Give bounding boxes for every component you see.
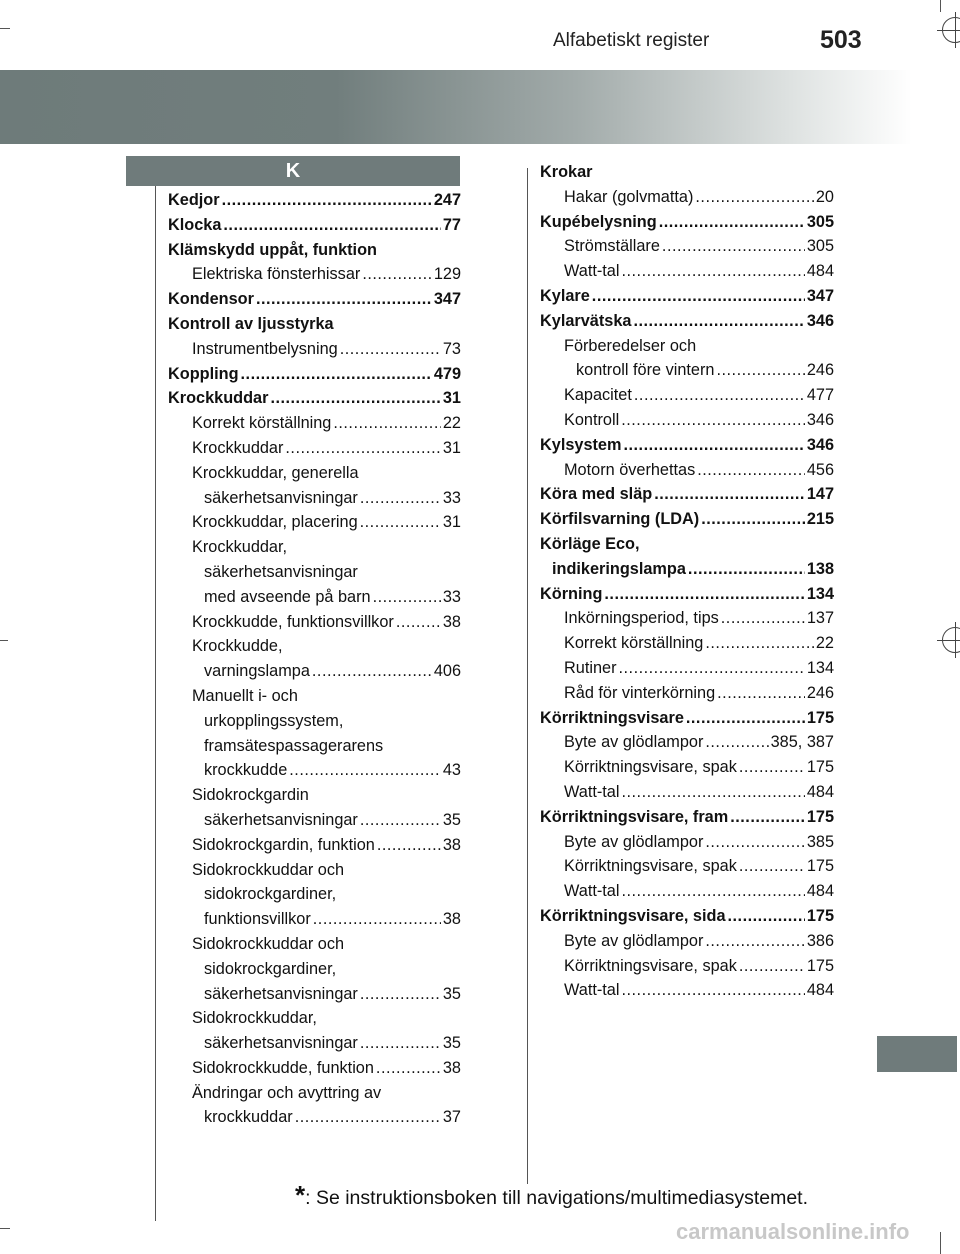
index-entry-page: 305: [806, 237, 834, 256]
index-entry-page: 38: [442, 910, 461, 929]
index-entry: [168, 1105, 461, 1130]
index-entry-page: 347: [433, 290, 461, 309]
index-entry-page: 246: [806, 361, 834, 380]
leader-dots: [376, 1056, 441, 1081]
index-entry-text: Byte av glödlampor: [564, 832, 704, 851]
index-entry-text: indikeringslampa: [552, 559, 686, 578]
leader-dots: [241, 362, 432, 387]
index-entry-text: Krockkuddar,: [192, 538, 288, 557]
leader-dots: [621, 408, 805, 433]
index-entry-text: Watt-tal: [564, 262, 620, 281]
index-entry-page: 484: [806, 262, 834, 281]
index-entry-page: 175: [806, 906, 834, 925]
index-entry-page: 35: [442, 1034, 461, 1053]
index-entry: [168, 808, 461, 833]
left-column-rule: [155, 186, 156, 1221]
index-entry: [168, 957, 461, 982]
index-entry-page: 484: [806, 882, 834, 901]
index-entry: [168, 411, 461, 436]
leader-dots: [333, 411, 441, 436]
index-entry-page: 43: [442, 761, 461, 780]
leader-dots: [697, 458, 805, 483]
index-entry-page: 138: [806, 559, 834, 578]
index-entry-text: Sidokrockkuddar och: [192, 860, 345, 879]
leader-dots: [313, 907, 441, 932]
index-entry-text: Instrumentbelysning: [192, 339, 338, 358]
index-entry-page: 385: [806, 832, 834, 851]
leader-dots: [360, 486, 441, 511]
leader-dots: [695, 185, 813, 210]
index-entry-text: Kapacitet: [564, 386, 632, 405]
page-header-title: Alfabetiskt register: [553, 30, 710, 51]
footnote: [295, 1180, 808, 1211]
index-entry-page: 346: [806, 410, 834, 429]
index-entry-page: 35: [442, 810, 461, 829]
leader-dots: [360, 510, 441, 535]
index-entry-text: framsätespassagerarens: [204, 736, 384, 755]
index-entry: [168, 312, 461, 337]
index-entry-page: 38: [442, 835, 461, 854]
index-entry: [168, 386, 461, 411]
index-entry: [540, 854, 834, 879]
index-entry: [540, 730, 834, 755]
index-entry-page: 38: [442, 1058, 461, 1077]
index-entry-text: Kondensor: [168, 290, 254, 309]
index-entry-page: 479: [433, 364, 461, 383]
index-entry-text: Sidokrockkuddar och: [192, 934, 345, 953]
section-letter: K: [285, 159, 301, 182]
header-band: [0, 70, 960, 144]
index-entry-text: Klocka: [168, 215, 222, 234]
index-entry: [168, 585, 461, 610]
leader-dots: [373, 585, 441, 610]
index-entry: [540, 780, 834, 805]
crop-mark-top-right: [940, 0, 941, 12]
index-entry: [168, 610, 461, 635]
leader-dots: [739, 854, 805, 879]
index-entry: [168, 734, 461, 759]
footnote-text: : Se instruktionsboken till navigations/multimediasystemet.: [305, 1187, 809, 1209]
index-entry-page: 385, 387: [770, 733, 834, 752]
index-entry: [168, 213, 461, 238]
leader-dots: [621, 978, 804, 1003]
index-entry-page: 484: [806, 981, 834, 1000]
index-entry: [540, 433, 834, 458]
leader-dots: [360, 808, 441, 833]
index-entry-text: Sidokrockkudde, funktion: [192, 1058, 374, 1077]
index-entry-text: Förberedelser och: [564, 336, 697, 355]
index-entry: [168, 659, 461, 684]
index-entry-text: Krockkuddar: [168, 389, 269, 408]
index-entry-text: Kylsystem: [540, 435, 622, 454]
index-entry-page: 456: [806, 460, 834, 479]
index-entry-text: funktionsvillkor: [204, 910, 311, 929]
index-entry: [540, 830, 834, 855]
leader-dots: [705, 730, 768, 755]
index-entry-text: krockkudde: [204, 761, 288, 780]
index-entry: [540, 358, 834, 383]
page-number: 503: [820, 26, 862, 54]
index-entry-page: 33: [442, 488, 461, 507]
index-entry-text: Strömställare: [564, 237, 660, 256]
index-entry-text: Körfilsvarning (LDA): [540, 510, 700, 529]
leader-dots: [654, 482, 805, 507]
leader-dots: [270, 386, 440, 411]
index-entry-page: 346: [806, 311, 834, 330]
index-entry-text: Byte av glödlampor: [564, 733, 704, 752]
index-entry-text: Körriktningsvisare, spak: [564, 758, 737, 777]
index-entry: [540, 954, 834, 979]
leader-dots: [686, 706, 805, 731]
index-entry-text: Watt-tal: [564, 882, 620, 901]
index-entry-page: 134: [806, 658, 834, 677]
index-entry-text: Hakar (golvmatta): [564, 187, 694, 206]
leader-dots: [621, 879, 804, 904]
index-entry-text: Sidokrockgardin, funktion: [192, 835, 375, 854]
leader-dots: [728, 904, 805, 929]
index-entry-text: säkerhetsanvisningar: [204, 810, 358, 829]
leader-dots: [739, 954, 805, 979]
index-entry: [540, 706, 834, 731]
crop-mark-top-left: [0, 28, 10, 29]
crop-mark-bottom-right: [940, 1232, 941, 1254]
index-entry: [540, 458, 834, 483]
index-entry: [540, 234, 834, 259]
leader-dots: [285, 436, 440, 461]
index-entry-page: 31: [442, 389, 461, 408]
index-entry: [540, 210, 834, 235]
index-entry-page: 406: [433, 662, 461, 681]
index-entry-text: säkerhetsanvisningar: [204, 984, 358, 1003]
index-entry: [168, 436, 461, 461]
index-entry-text: Kedjor: [168, 191, 220, 209]
leader-dots: [621, 780, 804, 805]
index-entry-text: Manuellt i- och: [192, 686, 298, 705]
leader-dots: [662, 234, 805, 259]
index-entry: [168, 932, 461, 957]
index-entry-text: Kontroll av ljusstyrka: [168, 314, 334, 333]
registration-mark-mid-right: [942, 627, 960, 653]
index-entry-page: 346: [806, 435, 834, 454]
leader-dots: [604, 582, 804, 607]
index-entry: [540, 929, 834, 954]
index-entry-text: Elektriska fönsterhissar: [192, 265, 361, 284]
index-entry: [168, 337, 461, 362]
index-entry-text: Motorn överhettas: [564, 460, 696, 479]
index-entry-text: Kontroll: [564, 410, 620, 429]
index-entry-page: 386: [806, 931, 834, 950]
leader-dots: [223, 213, 440, 238]
index-entry-text: Sidokrockgardin: [192, 786, 309, 805]
footnote-marker: *: [295, 1180, 306, 1210]
index-entry: [168, 560, 461, 585]
index-entry: [168, 535, 461, 560]
index-entry: [168, 833, 461, 858]
index-entry: [168, 1056, 461, 1081]
index-entry-text: urkopplingssystem,: [204, 711, 344, 730]
index-entry: [540, 978, 834, 1003]
leader-dots: [222, 188, 432, 213]
index-entry: [168, 684, 461, 709]
index-entry: [540, 805, 834, 830]
index-entry-text: Sidokrockkuddar,: [192, 1009, 317, 1028]
index-entry-page: 31: [442, 513, 461, 532]
index-entry: [168, 1006, 461, 1031]
index-entry: [540, 160, 834, 185]
index-entry-page: 77: [442, 215, 461, 234]
index-entry-text: säkerhetsanvisningar: [204, 1034, 358, 1053]
index-entry-page: 305: [806, 212, 834, 231]
index-entry-text: Körläge Eco,: [540, 534, 640, 553]
leader-dots: [730, 805, 805, 830]
section-letter-tab: [126, 156, 460, 186]
watermark: carmanualsonline.info: [676, 1219, 910, 1244]
index-entry-text: Kupébelysning: [540, 212, 657, 231]
index-entry-text: Watt-tal: [564, 782, 620, 801]
index-entry: [540, 185, 834, 210]
index-entry-page: 175: [806, 956, 834, 975]
index-entry-text: Krockkudde, funktionsvillkor: [192, 612, 394, 631]
index-entry-page: 147: [806, 485, 834, 504]
index-entry: [168, 238, 461, 263]
index-entry: [540, 408, 834, 433]
index-entry-page: 20: [815, 187, 834, 206]
index-entry-text: Byte av glödlampor: [564, 931, 704, 950]
index-entry-text: Krockkuddar, generella: [192, 463, 359, 482]
index-entry-page: 484: [806, 782, 834, 801]
index-entry: [540, 681, 834, 706]
index-entry-page: 175: [806, 807, 834, 826]
index-entry-text: Kylare: [540, 286, 590, 305]
leader-dots: [705, 830, 804, 855]
index-entry-text: Watt-tal: [564, 981, 620, 1000]
index-entry-page: 37: [442, 1108, 461, 1127]
index-entry: [168, 783, 461, 808]
chapter-thumb-tab: [877, 1036, 957, 1072]
index-entry: [540, 532, 834, 557]
index-entry: [540, 631, 834, 656]
leader-dots: [705, 631, 814, 656]
index-entry-text: säkerhetsanvisningar: [204, 488, 358, 507]
index-entry-text: Klämskydd uppåt, funktion: [168, 240, 377, 259]
index-entry: [540, 582, 834, 607]
index-entry-text: med avseende på barn: [204, 587, 371, 606]
index-entry-page: 247: [433, 191, 461, 209]
index-entry-text: Ändringar och avyttring av: [192, 1083, 382, 1102]
leader-dots: [360, 982, 441, 1007]
index-entry-text: Råd för vinterkörning: [564, 683, 716, 702]
index-entry-page: 134: [806, 584, 834, 603]
index-entry-page: 347: [806, 286, 834, 305]
leader-dots: [717, 681, 805, 706]
index-entry: [540, 755, 834, 780]
index-entry: [168, 1081, 461, 1106]
index-entry-text: kontroll före vintern: [576, 361, 715, 380]
index-entry-page: 175: [806, 857, 834, 876]
index-entry-text: Kylarvätska: [540, 311, 632, 330]
leader-dots: [705, 929, 804, 954]
leader-dots: [396, 610, 441, 635]
index-entry-page: 35: [442, 984, 461, 1003]
index-entry-page: 129: [433, 265, 461, 284]
leader-dots: [659, 210, 805, 235]
index-entry: [540, 482, 834, 507]
index-entry-text: Koppling: [168, 364, 239, 383]
leader-dots: [619, 656, 805, 681]
leader-dots: [688, 557, 805, 582]
leader-dots: [256, 287, 432, 312]
leader-dots: [633, 309, 804, 334]
registration-mark-top-right: [942, 17, 960, 43]
leader-dots: [623, 433, 804, 458]
leader-dots: [739, 755, 805, 780]
index-entry: [168, 188, 461, 213]
index-entry-text: Krockkudde,: [192, 637, 283, 656]
index-entry: [540, 606, 834, 631]
index-entry-text: Körriktningsvisare, sida: [540, 906, 726, 925]
crop-mark-bottom-left: [0, 1228, 10, 1229]
index-entry-text: Körriktningsvisare: [540, 708, 684, 727]
leader-dots: [634, 383, 805, 408]
index-entry-text: Krockkuddar, placering: [192, 513, 358, 532]
index-entry: [168, 287, 461, 312]
index-entry-page: 22: [815, 634, 834, 653]
index-entry-text: Körning: [540, 584, 603, 603]
leader-dots: [360, 1031, 441, 1056]
crop-mark-mid-left: [0, 640, 8, 641]
index-entry: [540, 284, 834, 309]
index-entry: [540, 557, 834, 582]
index-entry: [168, 510, 461, 535]
index-entry-page: 215: [806, 510, 834, 529]
index-entry-text: Körriktningsvisare, spak: [564, 956, 737, 975]
index-entry: [168, 262, 461, 287]
leader-dots: [621, 259, 804, 284]
index-entry-page: 175: [806, 758, 834, 777]
index-entry: [540, 507, 834, 532]
index-entry-page: 22: [442, 414, 461, 433]
index-entry-text: sidokrockgardiner,: [204, 959, 337, 978]
index-entry-text: Krockkuddar: [192, 438, 284, 457]
leader-dots: [721, 606, 805, 631]
leader-dots: [289, 758, 441, 783]
leader-dots: [701, 507, 805, 532]
index-entry: [168, 362, 461, 387]
index-entry: [540, 656, 834, 681]
column-divider: [527, 168, 528, 1184]
index-entry: [540, 334, 834, 359]
index-entry-text: Köra med släp: [540, 485, 653, 504]
index-entry-text: Korrekt körställning: [192, 414, 332, 433]
index-entry: [168, 1031, 461, 1056]
index-column-left: [168, 188, 461, 1130]
index-entry: [540, 309, 834, 334]
index-entry: [168, 982, 461, 1007]
index-entry-page: 246: [806, 683, 834, 702]
index-entry-page: 31: [442, 438, 461, 457]
index-entry-text: Korrekt körställning: [564, 634, 704, 653]
index-entry: [540, 259, 834, 284]
index-entry-page: 73: [442, 339, 461, 358]
index-entry-text: Körriktningsvisare, fram: [540, 807, 729, 826]
index-entry: [540, 879, 834, 904]
index-entry: [168, 634, 461, 659]
leader-dots: [340, 337, 441, 362]
index-entry-text: sidokrockgardiner,: [204, 885, 337, 904]
index-entry: [168, 907, 461, 932]
index-entry-page: 175: [806, 708, 834, 727]
index-column-right: [540, 160, 834, 1003]
index-entry: [168, 758, 461, 783]
leader-dots: [362, 262, 432, 287]
index-entry-text: krockkuddar: [204, 1108, 293, 1127]
index-entry: [540, 383, 834, 408]
index-entry-page: 137: [806, 609, 834, 628]
index-entry: [168, 461, 461, 486]
index-entry: [168, 709, 461, 734]
index-entry-text: Körriktningsvisare, spak: [564, 857, 737, 876]
index-entry-text: Krokar: [540, 163, 593, 181]
leader-dots: [295, 1105, 441, 1130]
index-entry: [168, 882, 461, 907]
leader-dots: [312, 659, 432, 684]
leader-dots: [377, 833, 441, 858]
index-entry-page: 477: [806, 386, 834, 405]
index-entry-text: säkerhetsanvisningar: [204, 562, 358, 581]
index-entry: [540, 904, 834, 929]
index-entry: [168, 486, 461, 511]
leader-dots: [716, 358, 804, 383]
index-entry: [168, 858, 461, 883]
index-entry-text: varningslampa: [204, 662, 310, 681]
index-entry-text: Rutiner: [564, 658, 617, 677]
index-entry-page: 38: [442, 612, 461, 631]
leader-dots: [592, 284, 805, 309]
index-entry-text: Inkörningsperiod, tips: [564, 609, 719, 628]
index-entry-page: 33: [442, 587, 461, 606]
